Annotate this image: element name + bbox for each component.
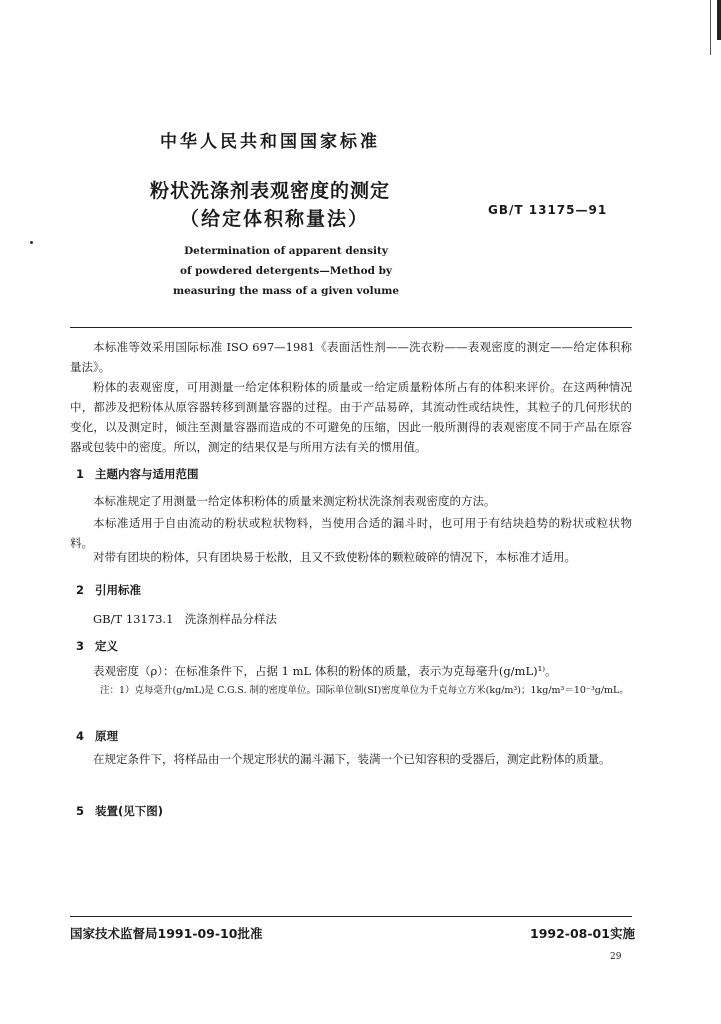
page-number: 29 [610,952,622,962]
section-title: 主题内容与适用范围 [95,467,199,481]
section-number: 5 [76,804,85,818]
s1-paragraph-1: 本标准规定了用测量一给定体积粉体的质量来测定粉状洗涤剂表观密度的方法。 [93,494,496,508]
intro-paragraph-1: 本标准等效采用国际标准 ISO 697—1981《表面活性剂——洗衣粉——表观密度的测定——给定体积称量法》。 [70,340,632,374]
scan-speck [30,241,33,244]
section-number: 2 [76,583,85,597]
section-heading-2 [76,582,141,598]
scan-edge-mark [717,0,721,40]
title-english-line3: measuring the mass of a given volume [172,285,400,297]
s1-paragraph-2: 本标准适用于自由流动的粉状或粒状物料，当使用合适的漏斗时，也可用于有结块趋势的粉状或粒状物料。 [70,516,632,550]
section-number: 3 [76,639,85,653]
section-title: 装置(见下图) [95,804,164,818]
s4-paragraph-1: 在规定条件下，将样品由一个规定形状的漏斗漏下，装满一个已知容积的受器后，测定此粉体的质量。 [93,752,611,766]
section-title: 引用标准 [95,583,141,597]
title-english-line1: Determination of apparent density [184,245,388,257]
footer-divider [70,916,632,917]
section-number: 1 [76,467,85,481]
approval-info: 国家技术监督局1991-09-10批准 [70,926,263,941]
scan-edge-line [710,0,711,55]
title-chinese-line2: （给定体积称量法） [180,208,370,230]
s3-paragraph-1: 表观密度（ρ）：在标准条件下，占据 1 mL 体积的粉体的质量，表示为克每毫升(g/mL)¹⁾。 [93,664,557,678]
section-heading-1 [76,466,199,482]
title-chinese-line1: 粉状洗涤剂表观密度的测定 [150,180,391,202]
intro-paragraph-2: 粉体的表观密度，可用测量一给定体积粉体的质量或一给定质量粉体所占有的体积来评价。在这两种情况中，都涉及把粉体从原容器转移到测量容器的过程。由于产品易碎，其流动性或结块性，其粒子的几何形状的变化，以及测定时，倾注至测量容器而造成的不可避免的压缩，因此一般所测得的表观密度不同于产品在原容器或包装中的密度。所以，测定的结果仅是与所用方法有关的惯用值。 [70,380,632,454]
section-heading-5 [76,803,163,819]
section-title: 原理 [95,729,118,743]
section-title: 定义 [95,639,118,653]
header-divider [70,327,632,328]
implementation-date: 1992-08-01实施 [530,926,635,941]
s1-paragraph-3: 对带有团块的粉体，只有团块易于松散，且又不致使粉体的颗粒破碎的情况下，本标准才适用。 [93,550,576,564]
title-english-line2: of powdered detergents—Method by [179,265,393,277]
section-heading-4 [76,728,118,744]
s3-footnote: 注：1）克每毫升(g/mL)是 C.G.S. 制的密度单位。国际单位制(SI)密度单位为千克每立方米(kg/m³)；1kg/m³＝10⁻³g/mL。 [100,685,629,696]
s2-paragraph-1: GB/T 13173.1 洗涤剂样品分样法 [93,612,277,626]
national-standard-heading: 中华人民共和国国家标准 [160,132,380,152]
section-heading-3 [76,638,118,654]
standard-number: GB/T 13175—91 [488,203,608,217]
section-number: 4 [76,729,85,743]
